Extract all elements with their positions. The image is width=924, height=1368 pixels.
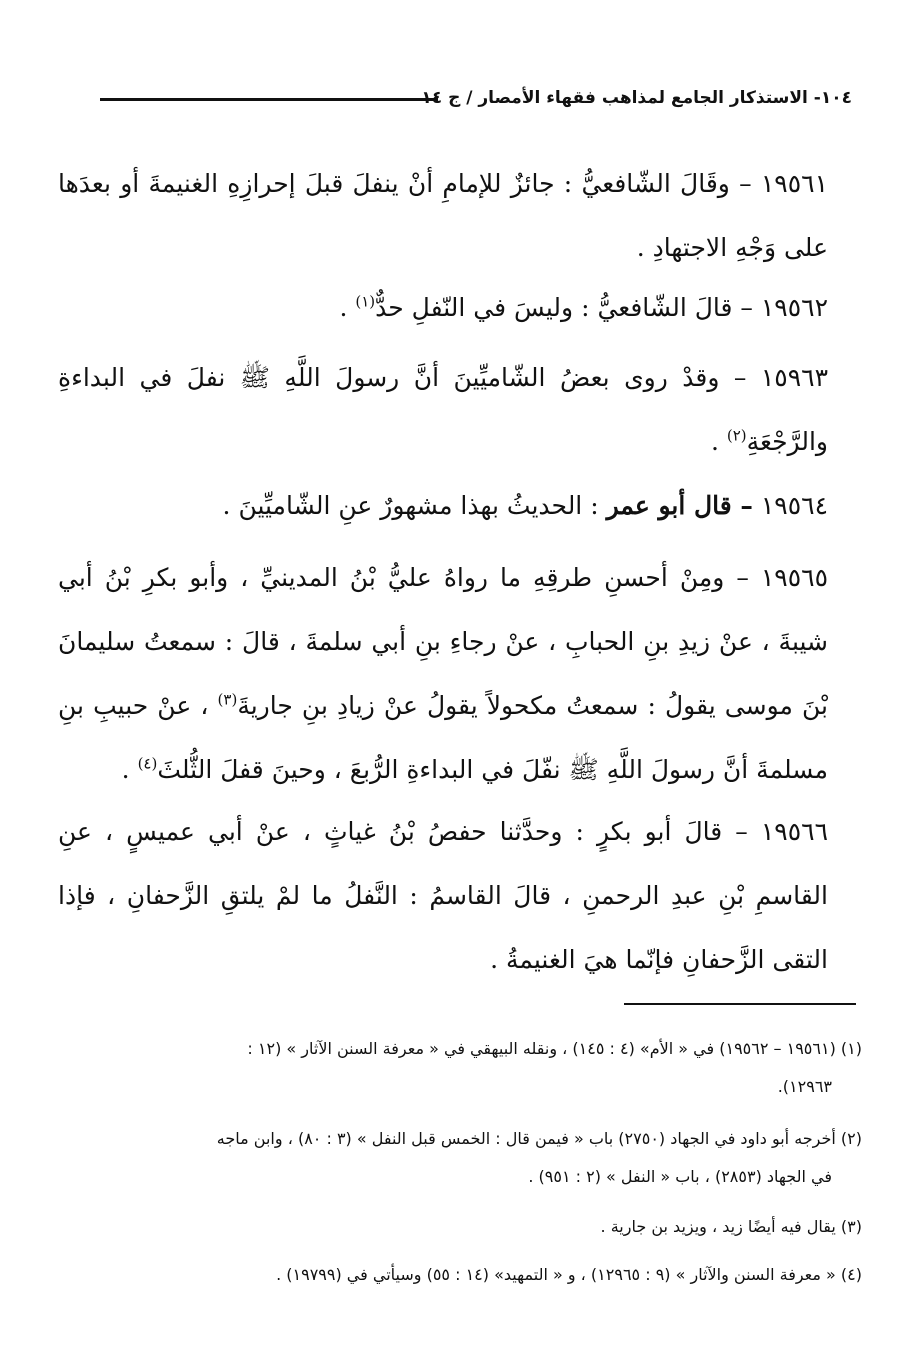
paragraph-number: ١٥٩٦٣ — [760, 363, 828, 392]
footnote-3 — [62, 1208, 862, 1246]
footnote-ref: (٢) — [726, 426, 747, 445]
paragraph-number: ١٩٥٦٥ — [760, 563, 828, 592]
footnote-ref: (٣) — [217, 690, 238, 709]
paragraph-number: ١٩٥٦٦ — [760, 817, 828, 846]
paragraph-text-continued: ، عنْ حبيبِ بنِ مسلمةَ أنَّ رسولَ اللَّهِ ﷺ نفّلَ في البداءةِ الرُّبعَ ، وحينَ قفلَ الثُّلثَ — [58, 691, 828, 784]
paragraph-19561 — [58, 152, 828, 280]
footnote-text-continued: في الجهاد (٢٨٥٣) ، باب « النفل » (٢ : ٩٥١) . — [528, 1167, 832, 1186]
footnote-text: (٢) أخرجه أبو داود في الجهاد (٢٧٥٠) باب « فيمن قال : الخمس قبل النفل » (٣ : ٨٠) ، وابن ماجه — [216, 1129, 862, 1148]
footnote-2 — [62, 1120, 862, 1196]
paragraph-19564 — [58, 474, 828, 538]
header-rule — [100, 98, 438, 101]
footnote-separator — [624, 1003, 856, 1005]
paragraph-19562 — [58, 276, 828, 340]
paragraph-text: – ومِنْ أحسنِ طرقِهِ ما رواهُ عليُّ بْنُ المدينيِّ ، وأبو بكرِ بْنُ أبي شيبةَ ، عنْ زيدِ بنِ الحبابِ ، عنْ رجاءِ بنِ أبي سلمةَ ، قالَ : سمعتُ سليمانَ بْنَ موسى يقولُ : سمعتُ مكحولاً يقولُ عنْ زيادِ بنِ جاريةَ — [58, 563, 828, 720]
footnote-ref: (١) — [355, 292, 376, 311]
paragraph-bold-lead: – قال أبو عمر — [606, 491, 753, 520]
paragraph-text: – وقَالَ الشّافعيُّ : جائزٌ للإمامِ أنْ ينفلَ قبلَ إحرازِهِ الغنيمةَ أو بعدَها على وَجْهِ الاجتهادِ . — [58, 169, 828, 262]
paragraph-number: ١٩٥٦١ — [760, 169, 829, 198]
footnote-4 — [62, 1256, 862, 1294]
paragraph-tail: . — [710, 427, 727, 456]
paragraph-19566 — [58, 800, 828, 992]
paragraph-number: ١٩٥٦٤ — [760, 491, 828, 520]
running-header-title: ١٠٤- الاستذكار الجامع لمذاهب فقهاء الأمصار / ج ١٤ — [421, 88, 852, 108]
paragraph-tail: . — [121, 755, 138, 784]
paragraph-text: – قالَ الشّافعيُّ : وليسَ في النّفلِ حدٌّ — [375, 293, 753, 322]
footnote-1 — [62, 1030, 862, 1106]
paragraph-number: ١٩٥٦٢ — [760, 293, 828, 322]
footnote-text-continued: ١٢٩٦٣). — [777, 1077, 832, 1096]
paragraph-19563 — [58, 346, 828, 474]
footnote-text: (١) (١٩٥٦١ – ١٩٥٦٢) في « الأم» (٤ : ١٤٥) ، ونقله البيهقي في « معرفة السنن الآثار » (١٢ : — [247, 1039, 862, 1058]
footnote-text: (٤) « معرفة السنن والآثار » (٩ : ١٢٩٦٥) ، و « التمهيد» (١٤ : ٥٥) وسيأتي في (١٩٧٩٩) . — [276, 1265, 862, 1284]
paragraph-text: : الحديثُ بهذا مشهورٌ عنِ الشّاميِّينَ . — [222, 491, 607, 520]
paragraph-19565 — [58, 546, 828, 802]
paragraph-text: – قالَ أبو بكرٍ : وحدَّثنا حفصُ بْنُ غياثٍ ، عنْ أبي عميسٍ ، عنِ القاسمِ بْنِ عبدِ الرحمنِ ، قالَ القاسمُ : النَّفلُ ما لمْ يلتقِ الزَّحفانِ ، فإذا التقى الزَّحفانِ فإنّما هيَ الغنيمةُ . — [58, 817, 828, 974]
paragraph-text: – وقدْ روى بعضُ الشّاميِّينَ أنَّ رسولَ اللَّهِ ﷺ نفلَ في البداءةِ والرَّجْعَةِ — [58, 363, 828, 456]
footnote-text: (٣) يقال فيه أيضًا زيد ، ويزيد بن جارية . — [600, 1217, 862, 1236]
footnote-ref: (٤) — [137, 754, 158, 773]
paragraph-tail: . — [339, 293, 356, 322]
running-header — [421, 84, 852, 112]
